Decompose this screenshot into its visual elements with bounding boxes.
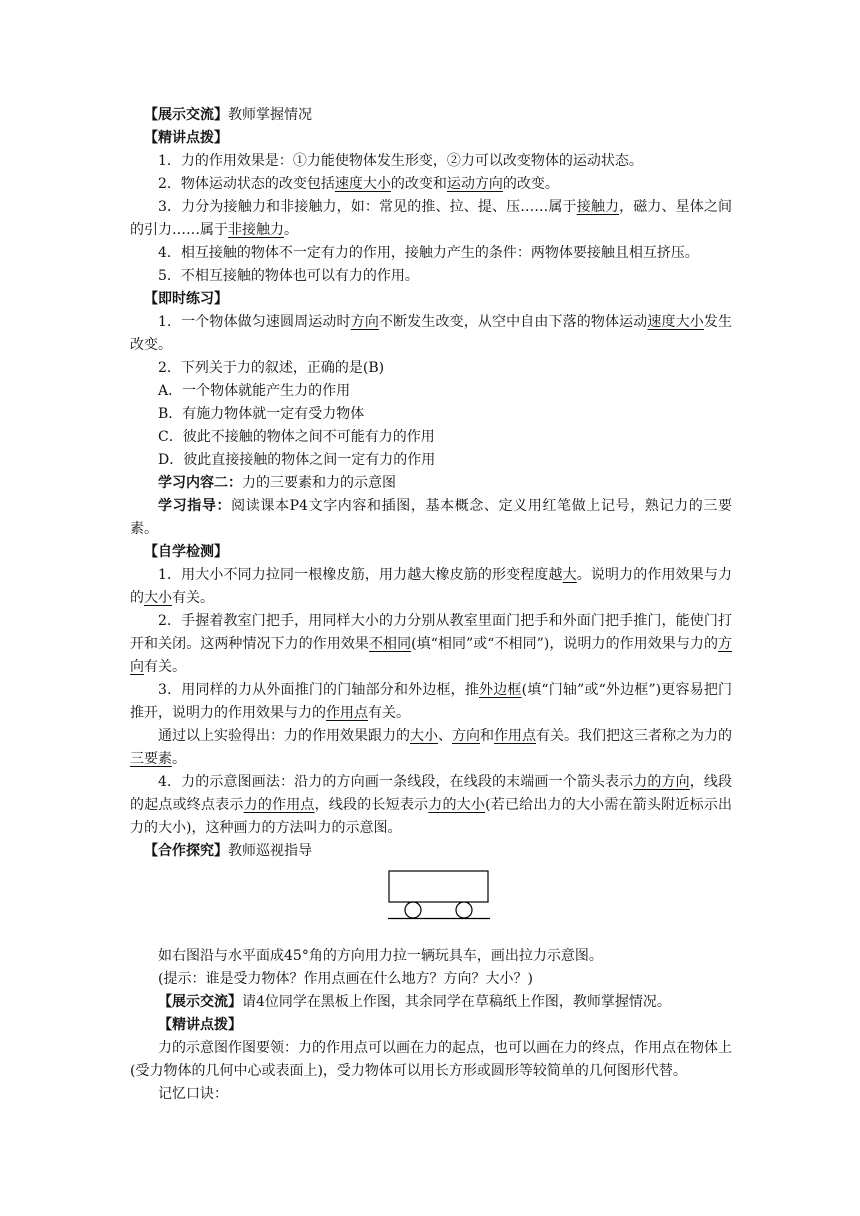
answer-blank: 作用点 (326, 705, 368, 721)
answer-blank: 三要素 (130, 751, 172, 767)
point-4: 4．相互接触的物体不一定有力的作用，接触力产生的条件：两物体要接触且相互挤压。 (158, 245, 699, 261)
point-3: 3．力分为接触力和非接触力，如：常见的推、拉、提、压……属于接触力，磁力、星体之间的引力……属于非接触力。 (130, 199, 733, 238)
conclusion: 通过以上实验得出：力的作用效果跟力的大小、方向和作用点有关。我们把这三者称之为力的三要素。 (130, 728, 732, 767)
option-b: B．有施力物体就一定有受力物体 (158, 406, 365, 422)
answer-blank: 大小 (410, 728, 438, 744)
section-heading: 【展示交流】 (144, 107, 228, 123)
document-page (130, 104, 732, 1106)
answer-blank: 作用点 (494, 728, 536, 744)
section-key-points-1: 【精讲点拨】 (144, 130, 228, 146)
learning-guidance: 学习指导：阅读课本P4文字内容和插图，基本概念、定义用红笔做上记号，熟记力的三要素。 (130, 498, 733, 537)
drawing-essentials: 力的示意图作图要领：力的作用点可以画在力的起点，也可以画在力的终点，作用点在物体上(受力物体的几何中心或表面上)，受力物体可以用长方形或圆形等较简单的几何图形代替。 (130, 1040, 732, 1079)
learning-content-2: 学习内容二：力的三要素和力的示意图 (158, 475, 396, 491)
check-item-2: 2．手握着教室门把手，用同样大小的力分别从教室里面门把手和外面门把手推门，能使门打开和关闭。这两种情况下力的作用效果不相同(填“相同”或“不相同”)，说明力的作用效果与力的方向有关。 (130, 613, 733, 675)
section-note: 教师掌握情况 (228, 107, 312, 123)
answer-blank: 不相同 (368, 636, 412, 652)
answer-blank: 运动方向 (446, 176, 503, 192)
memory-rhyme: 记忆口诀： (158, 1086, 228, 1102)
option-c: C．彼此不接触的物体之间不可能有力的作用 (158, 429, 435, 445)
section-show-exchange-1 (130, 104, 732, 127)
task-description: 如右图沿与水平面成45°角的方向用力拉一辆玩具车，画出拉力示意图。 (158, 948, 603, 964)
answer-blank: 接触力 (576, 199, 620, 215)
point-5: 5．不相互接触的物体也可以有力的作用。 (158, 268, 419, 284)
task-hint: (提示：谁是受力物体？作用点画在什么地方？方向？大小？) (158, 971, 533, 987)
check-item-4: 4．力的示意图画法：沿力的方向画一条线段，在线段的末端画一个箭头表示力的方向，线段的起点或终点表示力的作用点，线段的长短表示力的大小(若已给出力的大小需在箭头附近标示出力的大小)，这种画力的方法叫力的示意图。 (130, 774, 733, 836)
point-2: 2．物体运动状态的改变包括速度大小的改变和运动方向的改变。 (158, 176, 559, 192)
answer-blank: 速度大小 (334, 176, 391, 192)
answer-blank: 力的大小 (428, 797, 486, 813)
practice-question-1: 1．一个物体做匀速圆周运动时方向不断发生改变，从空中自由下落的物体运动速度大小发生改变。 (130, 314, 733, 353)
answer-blank: 大 (562, 567, 577, 583)
section-show-exchange-2: 【展示交流】请4位同学在黑板上作图，其余同学在草稿纸上作图，教师掌握情况。 (158, 994, 671, 1010)
answer-blank: 方向 (452, 728, 480, 744)
answer-blank: 力的作用点 (243, 797, 315, 813)
answer-blank: 非接触力 (228, 222, 284, 238)
answer-blank: 大小 (144, 590, 172, 606)
point-1: 1．力的作用效果是：①力能使物体发生形变，②力可以改变物体的运动状态。 (158, 153, 643, 169)
check-item-3: 3．用同样的力从外面推门的门轴部分和外边框，推外边框(填“门轴”或“外边框”)更容易把门推开，说明力的作用效果与力的作用点有关。 (130, 682, 732, 721)
answer-blank: 速度大小 (647, 314, 704, 330)
check-item-1: 1．用大小不同力拉同一根橡皮筋，用力越大橡皮筋的形变程度越大。说明力的作用效果与力的大小有关。 (130, 567, 733, 606)
option-d: D．彼此直接接触的物体之间一定有力的作用 (158, 452, 436, 468)
cart-wheel-left (405, 902, 421, 918)
toy-cart-figure-area (130, 863, 732, 945)
answer-blank: 外边框 (479, 682, 522, 698)
toy-cart-figure (388, 867, 490, 921)
section-cooperative-inquiry: 【合作探究】教师巡视指导 (144, 843, 312, 859)
answer-blank: 力的方向 (633, 774, 690, 790)
cart-wheel-right (456, 902, 472, 918)
answer-blank: 方向 (130, 636, 733, 675)
answer-blank: 方向 (350, 314, 379, 330)
practice-question-2: 2．下列关于力的叙述，正确的是(B) (158, 360, 385, 376)
cart-body (389, 871, 488, 902)
section-practice: 【即时练习】 (144, 291, 228, 307)
section-key-points-2: 【精讲点拨】 (158, 1017, 242, 1033)
option-a: A．一个物体就能产生力的作用 (158, 383, 351, 399)
section-self-check: 【自学检测】 (144, 544, 228, 560)
